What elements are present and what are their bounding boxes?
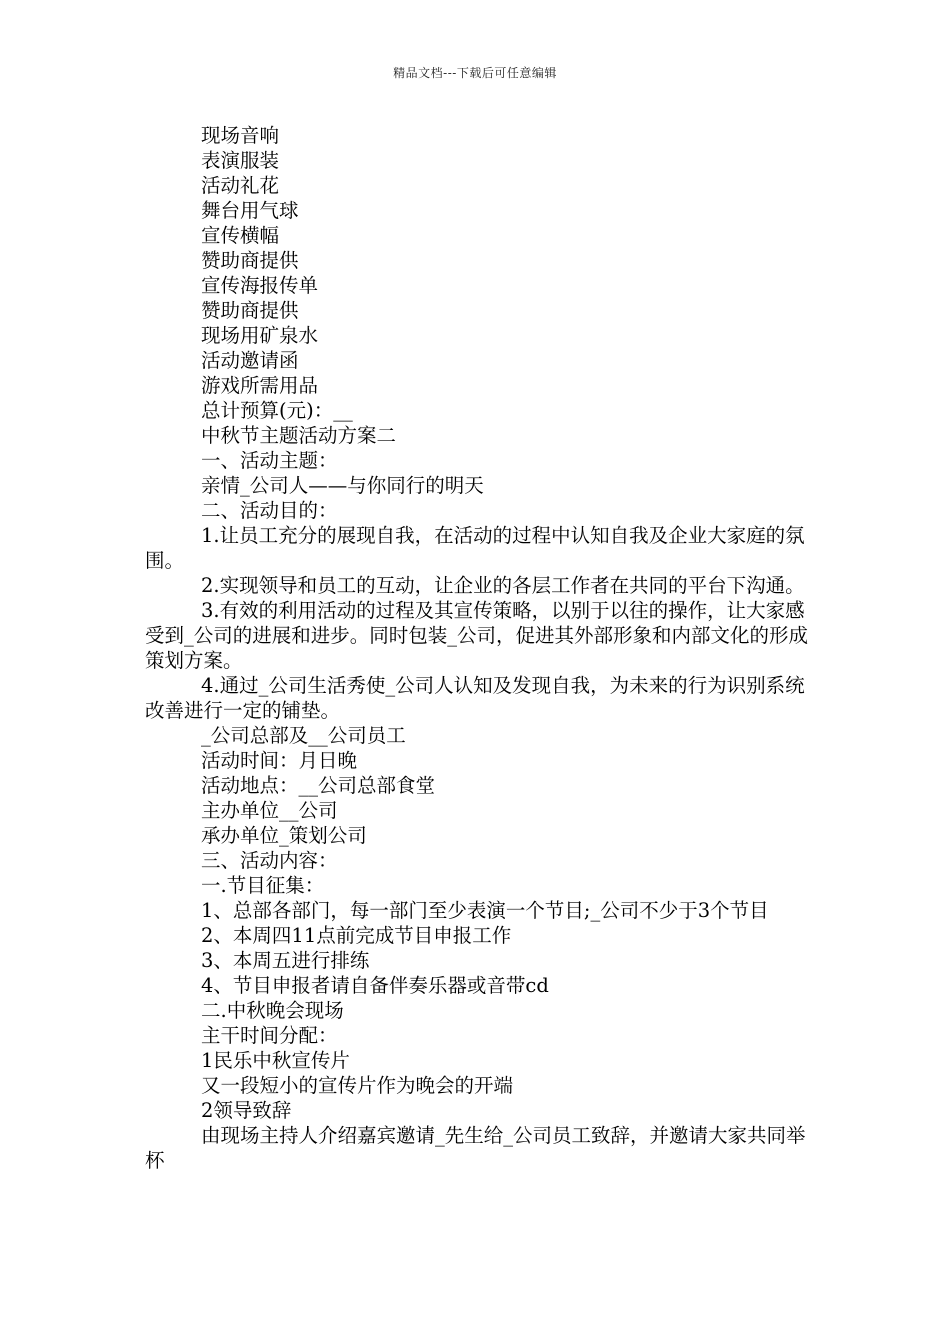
list-item-game-supplies: 游戏所需用品: [201, 374, 319, 397]
gala-item-2-desc: 由现场主持人介绍嘉宾邀请_先生给_公司员工致辞，并邀请大家共同举杯: [145, 1124, 806, 1172]
document-body: [145, 123, 810, 1173]
gala-item-1: 1民乐中秋宣传片: [201, 1049, 350, 1072]
program-item-1: 1、总部各部门，每一部门至少表演一个节目;_公司不少于3个节目: [201, 899, 769, 922]
gala-item-2: 2领导致辞: [201, 1099, 292, 1122]
purpose-item-2: 2.实现领导和员工的互动，让企业的各层工作者在共同的平台下沟通。: [201, 574, 805, 597]
list-item-fireworks: 活动礼花: [201, 174, 280, 197]
purpose-item-4: 4.通过_公司生活秀使_公司人认知及发现自我，为未来的行为识别系统改善进行一定的铺垫。: [145, 674, 805, 722]
purpose-item-3: 3.有效的利用活动的过程及其宣传策略，以别于以往的操作，让大家感受到_公司的进展和进步。同时包装_公司，促进其外部形象和内部文化的形成策划方案。: [145, 599, 809, 672]
program-item-2: 2、本周四11点前完成节目申报工作: [201, 924, 512, 947]
budget-total: 总计预算(元)：__: [201, 399, 353, 422]
list-item-invitation: 活动邀请函: [201, 349, 299, 372]
program-item-3: 3、本周五进行排练: [201, 949, 370, 972]
participants: _公司总部及__公司员工: [201, 724, 406, 747]
subheading-gala: 二.中秋晚会现场: [201, 999, 344, 1022]
page-header: 精品文档---下载后可任意编辑: [393, 66, 557, 80]
list-item-costume: 表演服装: [201, 149, 280, 172]
list-item-balloons: 舞台用气球: [201, 199, 299, 222]
subheading-program-collection: 一.节目征集：: [201, 874, 325, 897]
program-item-4: 4、节目申报者请自备伴奏乐器或音带cd: [201, 974, 549, 997]
list-item-banner: 宣传横幅: [201, 224, 280, 247]
event-location: 活动地点：__公司总部食堂: [201, 774, 436, 797]
list-item-water: 现场用矿泉水: [201, 324, 319, 347]
list-item-sponsor-2: 赞助商提供: [201, 299, 299, 322]
time-allocation: 主干时间分配：: [201, 1024, 338, 1047]
section-title-plan-2: 中秋节主题活动方案二: [201, 424, 397, 447]
list-item-posters: 宣传海报传单: [201, 274, 319, 297]
heading-purpose: 二、活动目的：: [201, 499, 338, 522]
heading-theme: 一、活动主题：: [201, 449, 338, 472]
list-item-sponsor-1: 赞助商提供: [201, 249, 299, 272]
list-item-sound: 现场音响: [201, 124, 280, 147]
event-time: 活动时间：月日晚: [201, 749, 358, 772]
heading-content: 三、活动内容：: [201, 849, 338, 872]
purpose-item-1: 1.让员工充分的展现自我，在活动的过程中认知自我及企业大家庭的氛围。: [145, 524, 805, 572]
gala-item-1-desc: 又一段短小的宣传片作为晚会的开端: [201, 1074, 514, 1097]
co-organizer: 承办单位_策划公司: [201, 824, 367, 847]
organizer: 主办单位__公司: [201, 799, 338, 822]
theme-text: 亲情_公司人——与你同行的明天: [201, 474, 484, 497]
